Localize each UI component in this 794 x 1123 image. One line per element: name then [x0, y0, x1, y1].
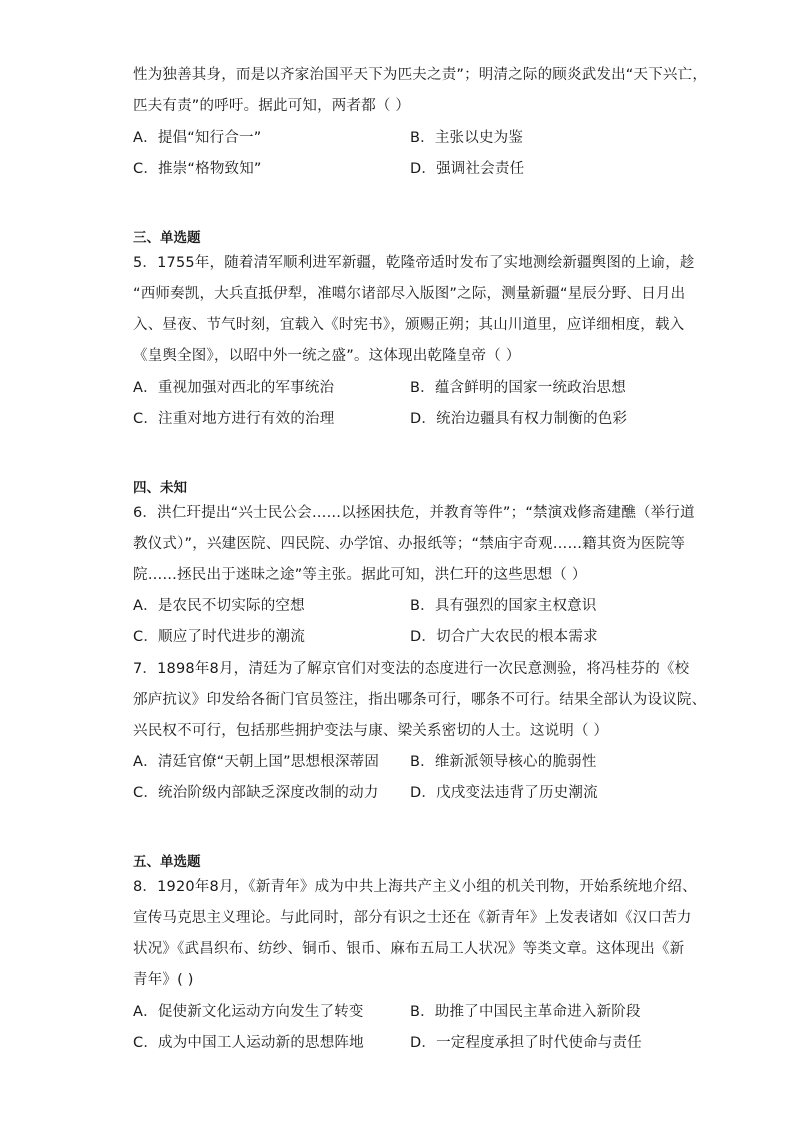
- q5-option-d[interactable]: D．统治边疆具有权力制衡的色彩: [410, 411, 628, 427]
- section-5-heading: 五、单选题: [133, 854, 201, 870]
- q6-line-2: 教仪式）”，兴建医院、四民院、办学馆、办报纸等；“禁庙宇奇观……籍其资为医院等: [133, 536, 686, 552]
- q7-option-d[interactable]: D．戊戌变法违背了历史潮流: [410, 785, 598, 801]
- q4-option-c[interactable]: C．推崇“格物致知”: [133, 161, 262, 177]
- q5-line-3: 入、昼夜、节气时刻，宜载入《时宪书》，颁赐正朔；其山川道里，应详细相度，载入: [133, 317, 685, 333]
- q6-option-a[interactable]: A．是农民不切实际的空想: [133, 598, 305, 614]
- q6-option-c[interactable]: C．顺应了时代进步的潮流: [133, 629, 306, 645]
- q4-option-b[interactable]: B．主张以史为鉴: [410, 130, 524, 146]
- section-4-heading: 四、未知: [133, 480, 187, 496]
- q8-option-d[interactable]: D．一定程度承担了时代使命与责任: [410, 1035, 642, 1051]
- q5-option-a[interactable]: A．重视加强对西北的军事统治: [133, 380, 335, 396]
- q6-line-3: 院……拯民出于迷昧之途”等主张。据此可知，洪仁玕的这些思想（ ）: [133, 567, 587, 583]
- q8-line-1: 8．1920年8月，《新青年》成为中共上海共产主义小组的机关刊物，开始系统地介绍、: [133, 879, 697, 895]
- q4-option-d[interactable]: D．强调社会责任: [410, 161, 525, 177]
- q8-option-a[interactable]: A．促使新文化运动方向发生了转变: [133, 1004, 364, 1020]
- q7-line-2: 邠庐抗议》印发给各衙门官员签注，指出哪条可行，哪条不可行。结果全部认为设议院、: [133, 692, 707, 708]
- q5-option-c[interactable]: C．注重对地方进行有效的治理: [133, 411, 335, 427]
- q4-line-1: 性为独善其身，而是以齐家治国平天下为匹夫之责”；明清之际的顾炎武发出“天下兴亡，: [133, 67, 708, 83]
- q7-option-c[interactable]: C．统治阶级内部缺乏深度改制的动力: [133, 785, 379, 801]
- q8-line-3: 状况》《武昌织布、纺纱、铜币、银币、麻布五局工人状况》等类文章。这体现出《新: [133, 941, 685, 957]
- q6-option-d[interactable]: D．切合广大农民的根本需求: [410, 629, 598, 645]
- q8-option-c[interactable]: C．成为中国工人运动新的思想阵地: [133, 1035, 364, 1051]
- q5-line-2: “西师奏凯，大兵直抵伊犁，准噶尔诸部尽入版图”之际，测量新疆“星辰分野、日月出: [133, 286, 686, 302]
- q5-line-4: 《皇舆全图》，以昭中外一统之盛”。这体现出乾隆皇帝（ ）: [133, 348, 521, 364]
- q7-line-1: 7．1898年8月，清廷为了解京官们对变法的态度进行一次民意测验，将冯桂芬的《校: [133, 661, 690, 677]
- q5-line-1: 5．1755年，随着清军顺利进军新疆，乾隆帝适时发布了实地测绘新疆舆图的上谕，趁: [133, 255, 695, 271]
- q7-option-b[interactable]: B．维新派领导核心的脆弱性: [410, 754, 597, 770]
- q8-option-b[interactable]: B．助推了中国民主革命进入新阶段: [410, 1004, 641, 1020]
- q7-option-a[interactable]: A．清廷官僚“天朝上国”思想根深蒂固: [133, 754, 380, 770]
- q4-line-2: 匹夫有责”的呼吁。据此可知，两者都（ ）: [133, 98, 411, 114]
- q8-line-2: 宣传马克思主义理论。与此同时，部分有识之士还在《新青年》上发表诸如《汉口苦力: [133, 910, 692, 926]
- q7-line-3: 兴民权不可行，包括那些拥护变法与康、梁关系密切的人士。这说明（ ）: [133, 723, 609, 739]
- q6-option-b[interactable]: B．具有强烈的国家主权意识: [410, 598, 597, 614]
- q6-line-1: 6．洪仁玕提出“兴士民公会……以拯困扶危，并教育等件”；“禁演戏修斋建醮（举行道: [133, 505, 695, 521]
- q4-option-a[interactable]: A．提倡“知行合一”: [133, 130, 262, 146]
- q8-line-4: 青年》( ): [133, 972, 194, 988]
- section-3-heading: 三、单选题: [133, 230, 201, 246]
- q5-option-b[interactable]: B．蕴含鲜明的国家一统政治思想: [410, 380, 626, 396]
